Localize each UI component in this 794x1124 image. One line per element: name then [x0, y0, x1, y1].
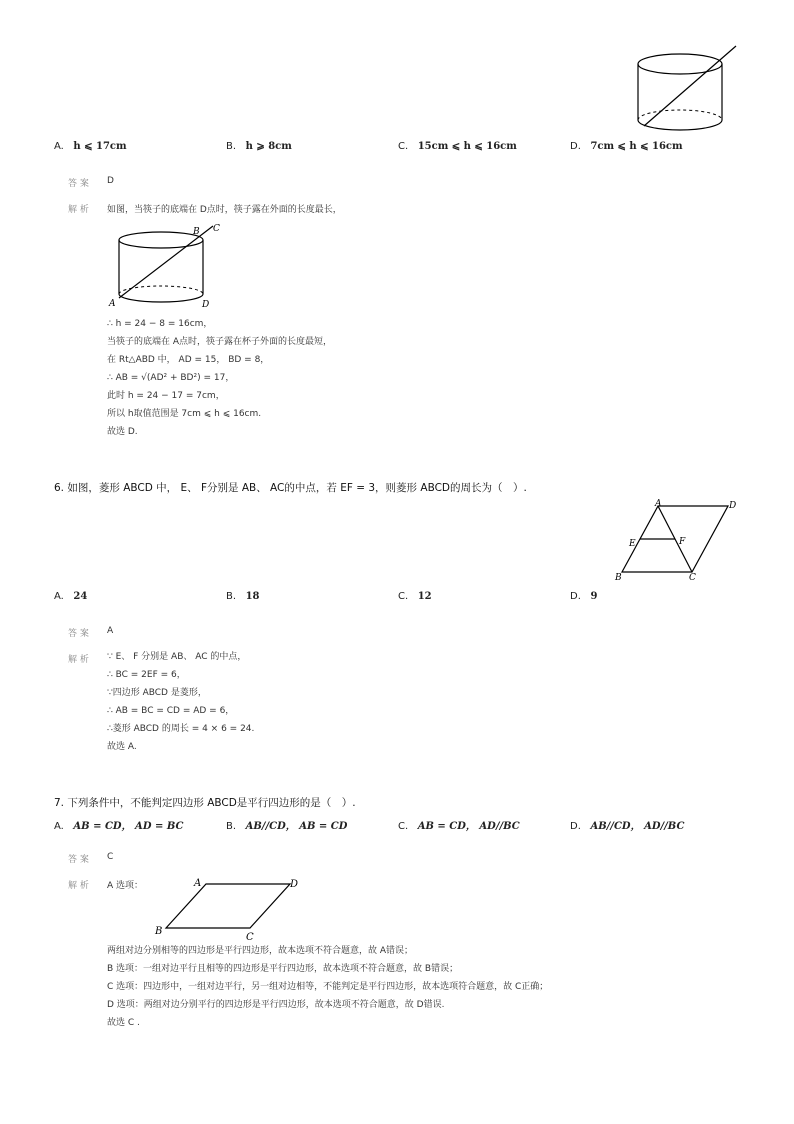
- option-letter: A.: [54, 821, 64, 832]
- solution-line: 故选 D.: [107, 427, 138, 437]
- point-label-c: C: [213, 224, 220, 234]
- option-value: 12: [417, 591, 432, 602]
- option-letter: A.: [54, 591, 64, 602]
- solution-line: ∴ AB = BC = CD = AD = 6，: [107, 706, 235, 716]
- option-value: 24: [73, 591, 88, 602]
- q5-option-a: [54, 141, 127, 152]
- option-value: AB = CD， AD//BC: [417, 821, 520, 832]
- solution-line: 故选 A.: [107, 742, 137, 752]
- q5-analysis-steps: [107, 315, 332, 441]
- solution-line: ∵四边形 ABCD 是菱形，: [107, 688, 207, 698]
- q5-option-b: [226, 141, 292, 152]
- option-letter: A.: [54, 141, 64, 152]
- option-value: AB//CD， AD//BC: [590, 821, 685, 832]
- q7-analysis-label: 解 析: [68, 881, 89, 891]
- point-label-d: D: [290, 879, 299, 890]
- solution-line: 在 Rt△ABD 中， AD = 15， BD = 8，: [107, 355, 270, 365]
- q5-analysis-label: 解 析: [68, 205, 89, 215]
- parallelogram-figure-q7: [150, 874, 310, 942]
- cylinder-analysis-figure: [105, 220, 225, 312]
- point-label-a: A: [109, 299, 116, 309]
- option-letter: D.: [570, 591, 581, 602]
- point-label-a: A: [655, 499, 662, 509]
- q6-option-a: [54, 591, 87, 602]
- q7-option-a: [54, 817, 183, 832]
- solution-line: C 选项：四边形中，一组对边平行，另一组对边相等，不能判定是平行四边形，故本选项符合题意，故 C正确；: [107, 982, 549, 992]
- q6-analysis-label: 解 析: [68, 655, 89, 665]
- q7-option-d: [570, 817, 684, 832]
- q6-answer-label: 答 案: [68, 629, 89, 639]
- solution-line: 此时 h = 24 − 17 = 7cm，: [107, 391, 225, 401]
- solution-line: 两组对边分别相等的四边形是平行四边形，故本选项不符合题意，故 A错误；: [107, 946, 414, 956]
- solution-line: 所以 h取值范围是 7cm ⩽ h ⩽ 16cm.: [107, 409, 262, 419]
- point-label-b: B: [615, 573, 622, 583]
- option-letter: B.: [226, 591, 237, 602]
- solution-line: ∴ h = 24 − 8 = 16cm，: [107, 319, 213, 329]
- option-letter: D.: [570, 141, 581, 152]
- option-letter: B.: [226, 821, 237, 832]
- option-value: AB = CD， AD = BC: [73, 821, 184, 832]
- solution-line: B 选项：一组对边平行且相等的四边形是平行四边形，故本选项不符合题意，故 B错误；: [107, 964, 459, 974]
- q7-analysis-steps: [107, 942, 548, 1032]
- q6-question: 6. 如图，菱形 ABCD 中， E、 F分别是 AB、 AC的中点，若 EF = 3，则菱形 ABCD的周长为（ ）.: [54, 482, 527, 494]
- point-label-a: A: [194, 878, 202, 889]
- option-letter: D.: [570, 821, 581, 832]
- solution-line: ∴ BC = 2EF = 6，: [107, 670, 186, 680]
- q6-answer: A: [107, 626, 114, 636]
- q6-analysis-steps: [107, 648, 254, 756]
- option-value: h ⩾ 8cm: [245, 141, 292, 152]
- q7-question: 7. 下列条件中，不能判定四边形 ABCD是平行四边形的是（ ）.: [54, 797, 356, 809]
- option-value: AB//CD， AB = CD: [245, 821, 348, 832]
- point-label-e: E: [629, 539, 636, 549]
- solution-line: ∴菱形 ABCD 的周长 = 4 × 6 = 24.: [107, 724, 255, 734]
- option-value: 7cm ⩽ h ⩽ 16cm: [590, 141, 683, 152]
- solution-line: 当筷子的底端在 A点时，筷子露在杯子外面的长度最短，: [107, 337, 333, 347]
- option-value: h ⩽ 17cm: [73, 141, 127, 152]
- point-label-f: F: [679, 537, 686, 547]
- point-label-b: B: [193, 227, 200, 237]
- cylinder-figure-q5: [630, 40, 750, 140]
- q7-option-b: [226, 817, 347, 832]
- option-value: 15cm ⩽ h ⩽ 16cm: [417, 141, 517, 152]
- option-value: 9: [590, 591, 598, 602]
- q7-answer: C: [107, 852, 114, 862]
- option-letter: C.: [398, 821, 409, 832]
- point-label-c: C: [689, 573, 696, 583]
- option-value: 18: [245, 591, 260, 602]
- point-label-d: D: [202, 300, 210, 310]
- q7-answer-label: 答 案: [68, 855, 89, 865]
- solution-line: ∴ AB = √(AD² + BD²) = 17，: [107, 373, 235, 383]
- solution-line: D 选项：两组对边分别平行的四边形是平行四边形，故本选项不符合题意，故 D错误.: [107, 1000, 445, 1010]
- q6-option-d: [570, 591, 597, 602]
- rhombus-figure-q6: [612, 496, 742, 586]
- point-label-d: D: [729, 501, 737, 511]
- q7-analysis-intro: A 选项：: [107, 881, 144, 891]
- q5-option-d: [570, 141, 683, 152]
- option-letter: C.: [398, 591, 409, 602]
- q5-analysis-intro: 如图，当筷子的底端在 D点时，筷子露在外面的长度最长，: [107, 205, 342, 215]
- q5-answer: D: [107, 176, 114, 186]
- q7-option-c: [398, 817, 520, 832]
- point-label-b: B: [155, 926, 163, 937]
- option-letter: C.: [398, 141, 409, 152]
- q6-option-b: [226, 591, 260, 602]
- point-label-c: C: [246, 932, 254, 942]
- q6-option-c: [398, 591, 432, 602]
- q5-answer-label: 答 案: [68, 179, 89, 189]
- q5-option-c: [398, 141, 517, 152]
- solution-line: 故选 C .: [107, 1018, 140, 1028]
- option-letter: B.: [226, 141, 237, 152]
- solution-line: ∵ E、 F 分别是 AB、 AC 的中点，: [107, 652, 247, 662]
